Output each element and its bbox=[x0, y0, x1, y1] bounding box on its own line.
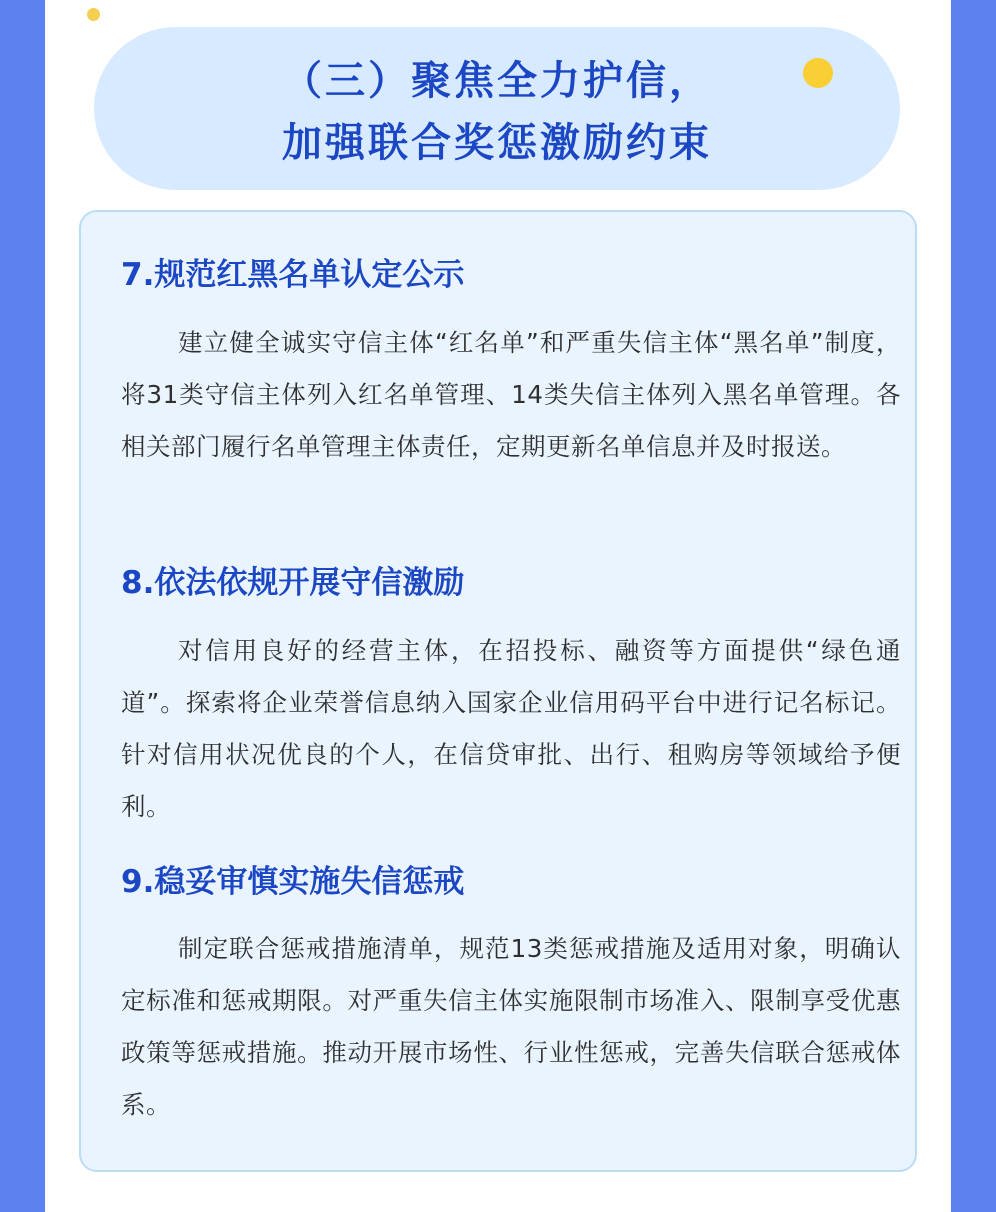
section-8-heading: 8.依法依规开展守信激励 bbox=[121, 565, 465, 601]
section-9-body: 制定联合惩戒措施清单，规范13类惩戒措施及适用对象，明确认定标准和惩戒期限。对严重失信主体实施限制市场准入、限制享受优惠政策等惩戒措施。推动开展市场性、行业性惩戒，完善失信联合惩戒体系。 bbox=[121, 934, 901, 1119]
decorative-dot-icon bbox=[87, 8, 100, 21]
left-side-bar bbox=[0, 0, 45, 1212]
section-8-body: 对信用良好的经营主体，在招投标、融资等方面提供“绿色通道”。探索将企业荣誉信息纳入国家企业信用码平台中进行记名标记。针对信用状况优良的个人，在信贷审批、出行、租购房等领域给予便利。 bbox=[121, 636, 901, 821]
right-side-bar bbox=[951, 0, 996, 1212]
title-banner bbox=[94, 27, 900, 190]
section-9-heading: 9.稳妥审慎实施失信惩戒 bbox=[121, 864, 465, 900]
section-7-heading: 7.规范红黑名单认定公示 bbox=[121, 257, 465, 293]
title-line-2: 加强联合奖惩激励约束 bbox=[282, 120, 712, 166]
content-card bbox=[79, 210, 917, 1172]
section-7-body: 建立健全诚实守信主体“红名单”和严重失信主体“黑名单”制度，将31类守信主体列入红名单管理、14类失信主体列入黑名单管理。各相关部门履行名单管理主体责任，定期更新名单信息并及时报送。 bbox=[121, 328, 901, 461]
title-line-1: （三）聚焦全力护信， bbox=[282, 58, 712, 104]
